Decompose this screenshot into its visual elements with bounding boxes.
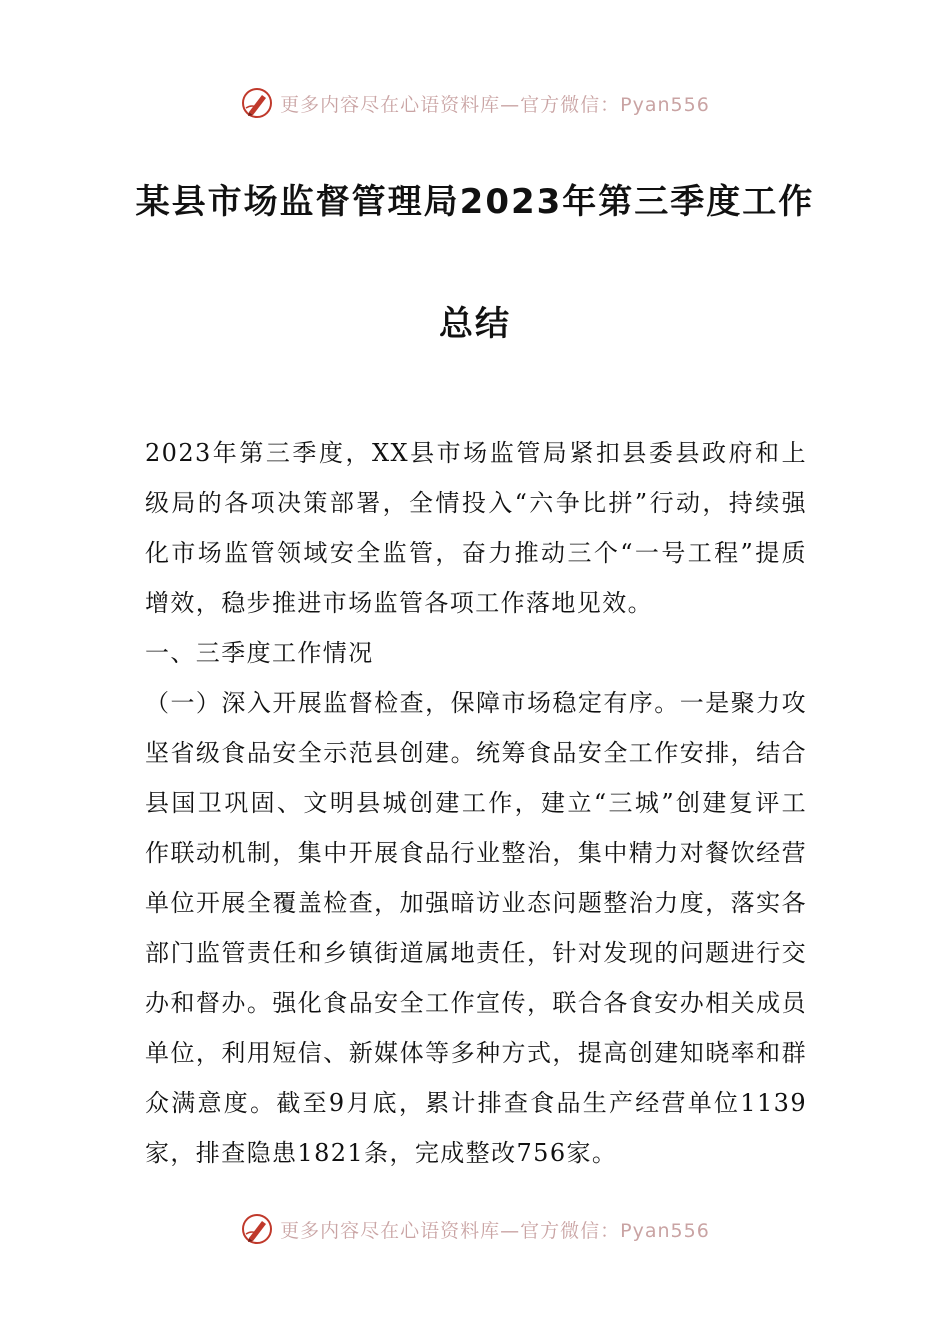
- page-title-line-1: 某县市场监督管理局2023年第三季度工作: [135, 182, 815, 222]
- document-body: [145, 428, 807, 1178]
- pen-logo-icon: [240, 1212, 274, 1246]
- watermark-text: 更多内容尽在心语资料库—官方微信：Pyan556: [280, 93, 710, 116]
- intro-paragraph: 2023年第三季度，XX县市场监管局紧扣县委县政府和上级局的各项决策部署，全情投入“六争比拼”行动，持续强化市场监管领域安全监管，奋力推动三个“一号工程”提质增效，稳步推进市场监管各项工作落地见效。: [145, 439, 807, 617]
- footer-watermark: [0, 1212, 950, 1246]
- page-title-line-2: 总结: [439, 304, 511, 344]
- header-watermark: [0, 86, 950, 120]
- section-heading: 一、三季度工作情况: [145, 639, 374, 667]
- pen-logo-icon: [240, 86, 274, 120]
- watermark-text: 更多内容尽在心语资料库—官方微信：Pyan556: [280, 1219, 710, 1242]
- body-paragraph: （一）深入开展监督检查，保障市场稳定有序。一是聚力攻坚省级食品安全示范县创建。统筹食品安全工作安排，结合县国卫巩固、文明县城创建工作，建立“三城”创建复评工作联动机制，集中开展食品行业整治，集中精力对餐饮经营单位开展全覆盖检查，加强暗访业态问题整治力度，落实各部门监管责任和乡镇街道属地责任，针对发现的问题进行交办和督办。强化食品安全工作宣传，联合各食安办相关成员单位，利用短信、新媒体等多种方式，提高创建知晓率和群众满意度。截至9月底，累计排查食品生产经营单位1139家，排查隐患1821条，完成整改756家。: [145, 689, 807, 1167]
